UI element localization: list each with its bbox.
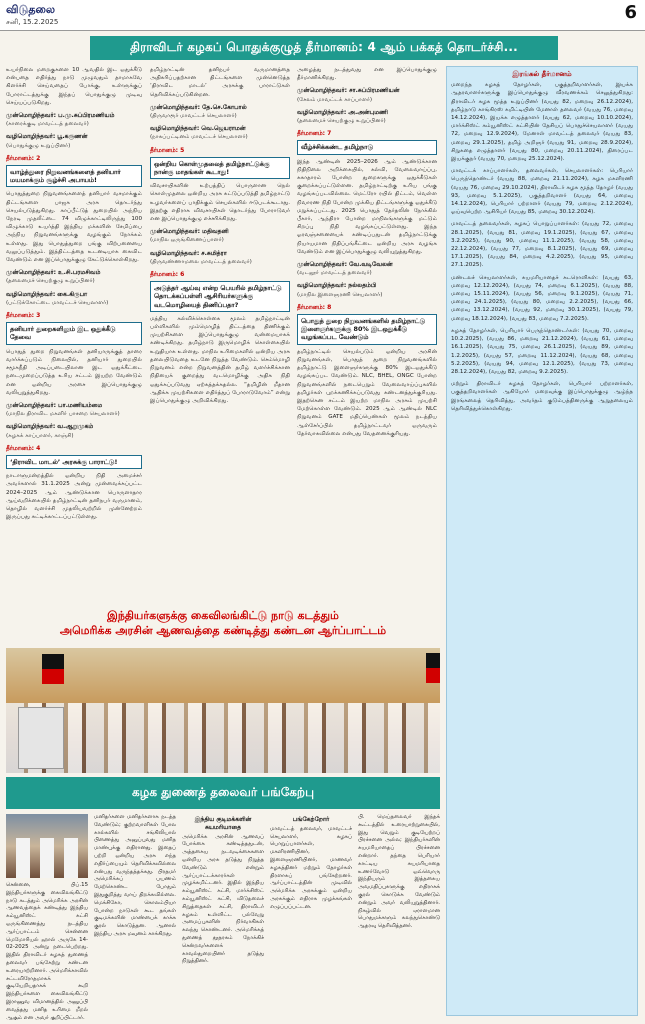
resolution-label: தீர்மானம்: 2 — [6, 154, 41, 162]
resolution-heading: ‘திராவிட மாடல்’ அரசுக்கு பாராட்டு! — [6, 455, 142, 469]
condolence-paragraph: மற்றும் திராவிடர் கழகத் தோழர்கள், பெரியார் பற்றாளர்கள், பகுத்தறிவாளர்கள் ஆகியோர் மறைவுக்கு இப்பொதுக்குழு ஆழ்ந்த இரங்கலைத் தெரிவித்து, அவர்தம் குடும்பத்தினருக்கு ஆறுதலையும் தெரிவித்துக்கொள்கிறது. — [451, 381, 633, 412]
condolence-title: இரங்கல் தீர்மானம் — [512, 70, 572, 78]
condolence-paragraph: மண்டலச் செயலாளர்கள், சுயமரியாதைச் சுடரொளிகள்: (வயது 63, மறைவு 12.12.2024), (வயது 74, மறைவு 6.1.2025), (வயது 88, மறைவு 15.11.2024), (வயது 56, மறைவு 9.1.2025), (வயது 71, மறைவு 24.1.2025), (வயது 80, மறைவு 2.2.2025), (வயது 66, மறைவு 13.12.2024), (வயது 92, மறைவு 30.1.2025), (வயது 79, மறைவு 18.12.2024), (வயது 83, மறைவு 7.2.2025). — [451, 274, 633, 322]
seconder-name: வழிமொழிந்தவர்: கை.கிருபா — [6, 290, 88, 298]
proposer-role: (சேலம் மாவட்டக் காப்பாளர்) — [297, 96, 373, 103]
seconder-role: (மாநில இளைஞரணி செயலாளர்) — [297, 291, 383, 298]
seconder-role: (பட்டுக்கோட்டை மாவட்டச் செயலாளர்) — [6, 299, 109, 306]
section-banner: திராவிடர் கழகப் பொதுக்குழுத் தீர்மானம்: 4 ஆம் பக்கத் தொடர்ச்சி... — [90, 36, 558, 60]
resolution-heading: வாழ்த்துரை நிறுவனங்களைத் தனியார் மயமாக்கும் சூழ்ச்சி அபாயம்! — [6, 165, 142, 187]
story-text: மாவட்டத் தலைவர், மாவட்டச் செயலாளர், கழகப் பொறுப்பாளர்கள், மகளிரணியினர், இளைஞரணியினர், மாணவர் கழகத்தினர் மற்றும் தோழர்கள் திரளாகப் பங்கேற்றனர். ஆர்ப்பாட்டத்தின் முடிவில் அமெரிக்க அரசுக்கும் ஒன்றிய அரசுக்கும் எதிராக முழக்கங்கள் எழுப்பப்பட்டன. — [270, 825, 352, 910]
proposer-name: முன்மொழிந்தவர்: ப.மு.சுப்பிரமணியம் — [6, 112, 115, 120]
resolution-heading: ஒன்றிய கொள்முதலைத் தமிழ்நாட்டுக்கு நான்கு மாதங்கள் கூடாது! — [150, 157, 290, 179]
proposer-role: (திருவாரூர் மாவட்டச் செயலாளர்) — [150, 113, 237, 120]
resolution-heading: அடுத்தர் ஆய்வு என்ற பெயரில் தமிழ்நாட்டு தொடக்கப்பள்ளி ஆசிரியர்களுக்கு வடமொழியைத் திணிப்பதா? — [150, 281, 290, 312]
masthead — [0, 0, 645, 31]
story-text: மனிதர்களை மனிதர்களாக நடத்த வேண்டும்; குற்றவாளிகள் போல கால்களில் சங்கிலியால் பிணைத்து அனுப்புவது மனித மாண்புக்கு எதிரானது. இதைப் பற்றி ஒன்றிய அரசு எந்த எதிர்ப்பையும் தெரிவிக்கவில்லை என்பது வருந்தத்தக்கது. பிரதமர் அமெரிக்கப் பயணம் மேற்கொண்ட போதும் இதுகுறித்து வாய் திறக்கவில்லை. மெக்சிகோ, கொலம்பியா போன்ற நாடுகள் கூட தங்கள் குடிமக்களின் மாண்பைக் காக்க குரல் கொடுத்தன. ஆனால் இந்திய அரசு மவுனம் காக்கிறது. — [94, 814, 176, 937]
proposer-name: முன்மொழிந்தவர்: வே.வடிவேலன் — [297, 261, 393, 269]
proposer-name: முன்மொழிந்தவர்: சா.சுப்பிரமணியன் — [297, 87, 400, 95]
party-flag — [42, 654, 64, 684]
person — [16, 838, 30, 878]
paragraph: அழைத்து நடத்துவது என இப்பொதுக்குழு தீர்மானிக்கிறது. — [297, 67, 437, 82]
newspaper-logo: விடுதலை — [6, 3, 56, 16]
headline-line-1: இந்தியர்களுக்கு கைவிலங்கிட்டு நாடு கடத்தும் — [107, 609, 339, 622]
condolence-paragraph: மாவட்டத் தலைவர்கள், கழகப் பொறுப்பாளர்கள்: (வயது 72, மறைவு 28.1.2025), (வயது 81, மறைவு 19.1.2025), (வயது 67, மறைவு 3.2.2025), (வயது 90, மறைவு 11.1.2025), (வயது 58, மறைவு 22.12.2024), (வயது 77, மறைவு 8.1.2025), (வயது 69, மறைவு 17.1.2025), (வயது 84, மறைவு 4.2.2025), (வயது 95, மறைவு 27.1.2025). — [451, 221, 633, 269]
resolution-body: தமிழ்நாட்டில் செயல்படும் ஒன்றிய அரசின் நிறுவனங்கள், பொதுத் துறை நிறுவனங்களில் தமிழ்நாட்டு இளைஞர்களுக்கு 80% இடஒதுக்கீடு வழங்கப்பட வேண்டும். NLC, BHEL, ONGC போன்ற நிறுவனங்களில் நடைபெறும் வேலைவாய்ப்புகளில் தமிழர்கள் புறக்கணிக்கப்படுவது கண்டனத்துக்குரியது. இதற்கென சட்டம் இயற்ற மாநில அரசும் முயற்சி மேற்கொள்ள வேண்டும். 2025 ஆம் ஆண்டில் NLC நிறுவனம் GATE மதிப்பெண்கள் மூலம் நடத்திய ஆள்சேர்ப்பில் தமிழ்நாட்டவர் ஒருவரும் தேர்வாகவில்லை என்பது வேதனைக்குரியது. — [297, 348, 437, 437]
resolution-heading: தனியார் துறைகளிலும் இட ஒதுக்கீடு தேவை — [6, 322, 142, 344]
resolution-label: தீர்மானம்: 7 — [297, 130, 332, 138]
story-column — [6, 814, 88, 1020]
proposer-role: (மாநில ஒருங்கிணைப்பாளர்) — [150, 237, 224, 244]
proposer-name: முன்மொழிந்தவர்: தே.செ.கோபால் — [150, 103, 247, 111]
inset-photo — [6, 814, 88, 878]
proposer-role: (வடலூர் மாவட்டத் தலைவர்) — [297, 270, 372, 277]
resolution-label: தீர்மானம்: 8 — [297, 303, 332, 311]
seconder-role: (திருவண்ணாமலை மாவட்டத் தலைவர்) — [150, 258, 252, 265]
resolution-label: தீர்மானம்: 5 — [150, 146, 185, 154]
story-text: பி. மெய்தலைவர் இந்தக் கூட்டத்தில் உரையாற்றுகையில், இது வெறும் குடியேற்றப் பிரச்சனை அல்ல; இந்தியர்களின் சுயமரியாதைப் பிரச்சனை என்றார். தந்தை பெரியார் காட்டிய சுயமரியாதை உணர்வோடு ஒவ்வொரு இந்தியரும் இத்தகைய அவமதிப்புகளுக்கு எதிராகக் குரல் கொடுக்க வேண்டும் என்றும் அவர் வலியுறுத்தினார். நிகழ்வில் ஏராளமான பொதுமக்களும் கலந்துகொண்டு ஆதரவு தெரிவித்தனர். — [358, 814, 440, 930]
resolution-body: மத்திய கல்விக்கொள்கை மூலம் தமிழ்நாட்டின் பள்ளிகளில் மும்மொழித் திட்டத்தை திணிக்கும் முயற்சிகளை இப்பொதுக்குழு வன்மையாகக் கண்டிக்கிறது. தமிழ்நாடு இருமொழிக் கொள்கையில் உறுதியாக உள்ளது. மாநில உரிமைகளில் ஒன்றிய அரசு தலையிடுவதை உடனே நிறுத்த வேண்டும். செம்மொழி நிறுவனம் என்ற நிறுவனத்தின் தமிழ் வளர்ச்சிக்கான நிதியைக் குறைத்து வடமொழிக்கு அதிக நிதி ஒதுக்கப்படுவது ஏற்கத்தக்கதல்ல. “தமிழின் மீதான ஆதிக்க முயற்சிகளை எதிர்த்துப் போராடுவோம்” என்று இப்பொதுக்குழு அறிவிக்கிறது. — [150, 315, 290, 404]
person — [40, 838, 54, 878]
protest-photo — [6, 648, 440, 773]
condolence-paragraph: மாவட்டக் காப்பாளர்கள், தலைவர்கள், செயலாளர்கள்: பெரியார் பெருந்தொண்டர் (வயது 88, மறைவு 21.11.2024), கழக மகளிரணி (வயது 76, மறைவு 29.10.2024), திராவிடர் கழக மூத்த தோழர் (வயது 93, மறைவு 5.1.2025), பகுத்தறிவாளர் (வயது 64, மறைவு 14.12.2024), பெரியார் பற்றாளர் (வயது 79, மறைவு 2.12.2024), ஓய்வுபெற்ற ஆசிரியர் (வயது 85, மறைவு 30.12.2024). — [451, 168, 633, 216]
resolution-heading: வீழ்ச்சிக்கண்ட தமிழ்நாடு — [297, 140, 437, 154]
resolution-label: தீர்மானம்: 6 — [150, 271, 185, 279]
seconder-name: வழிமொழிந்தவர்: ச.சுமித்ரா — [150, 249, 227, 257]
condolence-box — [446, 66, 638, 1016]
proposer-name: முன்மொழிந்தவர்: உ.சி.பரமசிவம் — [6, 269, 101, 277]
resolution-body: விவசாயிகளின் உற்பத்திப் பொருளான நெல் கொள்முதலை ஒன்றிய அரசு கட்டுப்படுத்தி தமிழ்நாட்டு உழவர்களைப் பாதிக்கும் செயல்களில் ஈடுபடக்கூடாது. இதற்கு எதிராக விவசாயிகள் தொடர்ந்து போராடுவர் என இப்பொதுக்குழு எச்சரிக்கிறது. — [150, 183, 290, 223]
crowd — [6, 703, 440, 773]
seconder-name: வழிமொழிந்தவர்: பூ.கருணன் — [6, 133, 88, 141]
headline-line-2: அமெரிக்க அரசின் ஆணவத்தை கண்டித்து கண்டன ஆர்ப்பாட்டம் — [59, 624, 387, 637]
resolution-body: நாடாளுமன்றத்தில் ஒன்றிய நிதி அமைச்சர் அவர்களால் 31.1.2025 அன்று முன்வைக்கப்பட்ட 2024–2025 ஆம் ஆண்டுக்கான பொருளாதார ஆய்வறிக்கையில் தமிழ்நாட்டின் தனிநபர் வருமானம், தொழில் வளர்ச்சி முதலியவற்றில் முன்னேற்றம் இருப்பது சுட்டிக்காட்டப்பட்டுள்ளது. — [6, 473, 142, 521]
seconder-name: வழிமொழிந்தவர்: வெ.ஜெயராமன் — [150, 125, 246, 133]
story-column — [182, 814, 264, 1020]
condolence-paragraph: கழகத் தோழர்கள், பெரியார் பெருந்தொண்டர்கள்: (வயது 70, மறைவு 10.2.2025), (வயது 86, மறைவு 21.12.2024), (வயது 61, மறைவு 16.1.2025), (வயது 75, மறைவு 26.1.2025), (வயது 89, மறைவு 1.2.2025), (வயது 57, மறைவு 11.12.2024), (வயது 68, மறைவு 5.2.2025), (வயது 94, மறைவு 12.1.2025), (வயது 73, மறைவு 28.12.2024), (வயது 82, மறைவு 9.2.2025). — [451, 327, 633, 375]
story-subheading: பங்கேற்றோர் — [292, 816, 330, 823]
resolution-heading: பொதுத் துறை நிறுவனங்களில் தமிழ்நாட்டு இளைஞர்களுக்கு 80% இடஒதுக்கீடு வழங்கப்பட வேண்டும் — [297, 314, 437, 345]
resolution-label: தீர்மானம்: 3 — [6, 312, 41, 320]
column-3 — [297, 66, 437, 601]
story-text: சென்னை, பிப்.15 இந்தியர்களுக்கு கைவிலங்கிட்டு நாடு கடத்தும் அமெரிக்க அரசின் ஆணவத்தைக் கண்டித்து இந்திய கம்யூனிஸ்ட் கட்சி ஒருங்கிணைத்து நடத்திய ஆர்ப்பாட்டம் சென்னை மெமோரியல் ஹால் அருகே 14-02-2025 அன்று நடைபெற்றது. இதில் திராவிடர் கழகத் துணைத் தலைவர் பங்கேற்று கண்டன உரையாற்றினார். அமெரிக்காவில் சட்டவிரோதமாகக் குடியேறியதாகக் கூறி இந்தியர்களை கைவிலங்கிட்டு இராணுவ விமானத்தில் அனுப்பி வைத்தது மனித உரிமை மீறல் ஆகும் என அவர் குறிப்பிட்டார். — [6, 882, 88, 1020]
page-number: 6 — [624, 2, 637, 23]
paragraph: தமிழ்நாட்டின் தனிநபர் வருமானத்தை அதிகரிப்பதற்கான திட்டங்களை முன்னெடுத்த ‘திராவிட மாடல்’ அரசுக்கு பாராட்டுகள் தெரிவிக்கப்படுகின்றன. — [150, 67, 290, 98]
seconder-role: (நாகப்பட்டினம் மாவட்டச் செயலாளர்) — [150, 134, 248, 141]
column-2 — [150, 66, 290, 601]
proposer-name: முன்மொழிந்தவர்: மதிவதனி — [150, 228, 229, 236]
speaker — [18, 707, 64, 769]
proposer-role: (தலைமைச் செயற்குழு உறுப்பினர்) — [6, 278, 95, 285]
proposer-name: முன்மொழிந்தவர்: பா.மணியம்மை — [6, 401, 103, 409]
proposer-role: (காரைக்குடி மாவட்டத் தலைவர்) — [6, 121, 89, 128]
seconder-role: (பொதுக்குழு உறுப்பினர்) — [6, 142, 71, 149]
seconder-role: (தலைமைச் செயற்குழு உறுப்பினர்) — [297, 118, 386, 125]
column-1 — [6, 66, 142, 601]
story-column — [358, 814, 440, 1020]
person — [64, 838, 78, 878]
story-subheading: இந்திய குடிமக்களின் சுயமரியாதை — [194, 816, 252, 831]
dateline: சனி, 15.2.2025 — [6, 18, 59, 26]
party-flag — [426, 653, 440, 683]
seconder-name: வழிமொழிந்தவர்: நல்லதம்பி — [297, 282, 377, 290]
resolution-body: பொதுத் துறை நிறுவனங்கள் தனியாருக்குத் தாரை வார்க்கப்படும் நிலையில், தனியார் துறையில் சமூகநீதி அடிப்படையிலான இட ஒதுக்கீட்டை நடைமுறைப்படுத்த உரிய சட்டம் இயற்ற வேண்டும் என ஒன்றிய அரசை இப்பொதுக்குழு வலியுறுத்துகிறது. — [6, 348, 142, 396]
story-headline — [6, 603, 440, 643]
proposer-role: (மாநில திராவிட மகளிர் பாசறை செயலாளர்) — [6, 411, 120, 418]
story-column — [270, 814, 352, 1020]
seconder-name: வழிமொழிந்தவர்: அ.அன்புமணி — [297, 108, 388, 116]
resolution-body: பொதுத்துறை நிறுவனங்களைத் தனியார் வசமாக்கும் திட்டங்களை பாஜக அரசு தொடர்ந்து செயல்படுத்துகிறது. காப்பீட்டுத் துறையில் அந்நிய நேரடி முதலீட்டை 74 விழுக்காட்டிலிருந்து 100 விழுக்காடு உயர்த்தி இந்திய மக்களின் சேமிப்பை அந்நிய நிறுவனங்களுக்கு வழங்கும் நோக்கம் உள்ளது. இது பொதுத்துறை பங்கு விற்பனையை வலுப்படுத்தும். இத்திட்டத்தை உடனடியாக கைவிட வேண்டும் என இப்பொதுக்குழு கேட்டுக்கொள்கிறது. — [6, 191, 142, 264]
seconder-role: (கழகக் காப்பாளர், காஞ்சி) — [6, 432, 74, 439]
photo-caption-banner: கழக துணைத் தலைவர் பங்கேற்பு — [6, 777, 440, 809]
resolution-body: இந்த ஆண்டின் 2025–2026 ஆம் ஆண்டுக்கான நிதிநிலை அறிக்கையில், கல்வி, வேலைவாய்ப்பு, சுகாதாரம் போன்ற துறைகளுக்கு ஒதுக்கீடுகள் குறைக்கப்பட்டுள்ளன. தமிழ்நாட்டிற்கு உரிய பங்கு வழங்கப்படவில்லை. மெட்ரோ ரயில் திட்டம், வெள்ள நிவாரண நிதி போன்ற முக்கிய திட்டங்களுக்கு ஒதுக்கீடு மறுக்கப்பட்டது. 2025 பொதுத் தேர்தலின் நோக்கில் பீகார், ஆந்திரா போன்ற மாநிலங்களுக்கு மட்டும் சிறப்பு நிதி வழங்கப்பட்டுள்ளது. இந்த ஓரவஞ்சனையைக் கண்டிப்பதுடன் தமிழ்நாட்டுக்கு நியாயமான நிதிப்பங்கீட்டை ஒன்றிய அரசு வழங்க வேண்டும் என இப்பொதுக்குழு வலியுறுத்துகிறது. — [297, 158, 437, 255]
resolution-label: தீர்மானம்: 4 — [6, 444, 41, 452]
paragraph: உயர்நிலை மறைகுகளை 10 ஆவதில் இட ஒதுக்கீடு என்பதை எதிர்த்து நாடு முழுவதும் தாமாகவே கிளர்ச்சி செய்வதைப் போக்கு, உள்ளுக்குப் போராட்டத்துக்கு இந்தப் பொதுக்குழு முடிவு செய்யப்படுகிறது. — [6, 67, 142, 106]
condolence-paragraph: மறைந்த கழகத் தோழர்கள், பகுத்தறிவாளர்கள், இயக்க ஆதரவாளர்களுக்கு இப்பொதுக்குழு வீரவணக்கம் செலுத்துகிறது: திராவிடர் கழக மூத்த உறுப்பினர் (வயது 82, மறைவு 26.12.2024), தமிழ்நாடு காங்கிரஸ் கமிட்டியின் மேனாள் தலைவர் (வயது 76, மறைவு 14.12.2024), இயக்க எழுத்தாளர் (வயது 62, மறைவு 10.10.2024), மார்க்சிஸ்ட் கம்யூனிஸ்ட் கட்சியின் தேசியப் பொதுச்செயலாளர் (வயது 72, மறைவு 12.9.2024), மேனாள் மாவட்டத் தலைவர் (வயது 83, மறைவு 29.1.2025), தமிழ் அறிஞர் (வயது 91, மறைவு 28.9.2024), சிறுகதை எழுத்தாளர் (வயது 80, மறைவு 20.11.2024), திரைப்பட இயக்குநர் (வயது 70, மறைவு 25.12.2024). — [451, 82, 633, 163]
seconder-name: வழிமொழிந்தவர்: வ.ஆறுமுகம் — [6, 423, 94, 431]
story-column — [94, 814, 176, 1020]
story-text: அமெரிக்க அரசின் ஆணவப் போக்கை கண்டித்ததுடன், அத்தகைய நடவடிக்கைகளை ஒன்றிய அரசு தடுத்து நிறுத்த வேண்டும் என்றும் ஆர்ப்பாட்டக்காரர்கள் முழக்கமிட்டனர். இதில் இந்திய கம்யூனிஸ்ட் கட்சி, மார்க்சிஸ்ட் கம்யூனிஸ்ட் கட்சி, விடுதலைச் சிறுத்தைகள் கட்சி, திராவிடர் கழகம் உள்ளிட்ட பல்வேறு அமைப்புகளின் நிர்வாகிகள் கலந்து கொண்டனர். அமெரிக்கத் துணைத் தூதரகம் நோக்கிச் சென்றவர்களைக் காவல்துறையினர் தடுத்து நிறுத்தினர். — [182, 833, 264, 965]
